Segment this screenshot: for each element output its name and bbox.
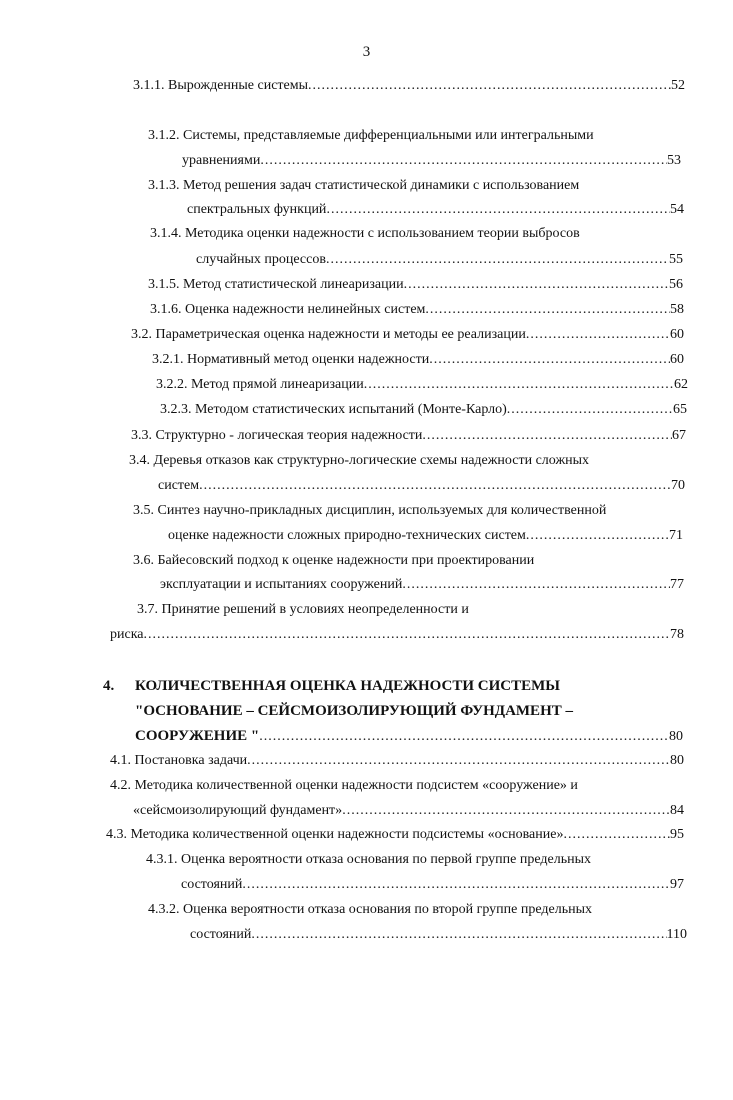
toc-entry-3-2 bbox=[131, 326, 684, 344]
leader-dots bbox=[242, 876, 670, 894]
toc-entry-title: 3.1.5. Метод статистической линеаризации bbox=[148, 277, 404, 292]
toc-entry-3-1-2 bbox=[182, 152, 681, 170]
toc-entry-title: 3.1.1. Вырожденные системы bbox=[133, 78, 309, 93]
leader-dots bbox=[326, 201, 670, 219]
toc-entry-3-5-line1: 3.5. Синтез научно-прикладных дисциплин, используемых для количественной bbox=[133, 503, 607, 518]
leader-dots bbox=[507, 401, 673, 419]
toc-entry-title: 4.3. Методика количественной оценки надежности подсистемы «основание» bbox=[106, 827, 564, 842]
toc-entry-3-2-1 bbox=[152, 351, 684, 369]
toc-entry-3-1-3 bbox=[187, 201, 684, 219]
leader-dots bbox=[429, 351, 670, 369]
toc-entry-4-3-1 bbox=[181, 876, 684, 894]
leader-dots bbox=[422, 427, 672, 445]
toc-entry-page: 71 bbox=[669, 528, 683, 543]
toc-entry-title: 3.2. Параметрическая оценка надежности и методы ее реализации bbox=[131, 327, 526, 342]
toc-entry-page: 56 bbox=[669, 277, 683, 292]
toc-entry-3-6-line1: 3.6. Байесовский подход к оценке надежности при проектировании bbox=[133, 553, 535, 568]
toc-entry-3-6 bbox=[160, 576, 684, 594]
toc-entry-3-1-6 bbox=[150, 301, 684, 319]
leader-dots bbox=[342, 802, 670, 820]
leader-dots bbox=[425, 301, 670, 319]
toc-entry-page: 84 bbox=[670, 803, 684, 818]
toc-entry-4-3-2-line1: 4.3.2. Оценка вероятности отказа основания по второй группе предельных bbox=[148, 902, 592, 917]
leader-dots bbox=[526, 527, 669, 545]
toc-entry-page: 95 bbox=[670, 827, 684, 842]
chapter-title-line1: КОЛИЧЕСТВЕННАЯ ОЦЕНКА НАДЕЖНОСТИ СИСТЕМЫ bbox=[135, 678, 561, 694]
toc-entry-title: оценке надежности сложных природно-технических систем bbox=[168, 528, 526, 543]
leader-dots bbox=[364, 376, 674, 394]
toc-entry-page: 80 bbox=[670, 753, 684, 768]
toc-entry-title: состояний bbox=[181, 877, 243, 892]
toc-entry-page: 52 bbox=[671, 78, 685, 93]
chapter-title-line2: "ОСНОВАНИЕ – СЕЙСМОИЗОЛИРУЮЩИЙ ФУНДАМЕНТ – bbox=[135, 703, 573, 719]
toc-entry-title: 4.1. Постановка задачи bbox=[110, 753, 248, 768]
toc-entry-3-4 bbox=[158, 477, 685, 495]
toc-entry-page: 65 bbox=[673, 402, 687, 417]
toc-entry-4-1 bbox=[110, 752, 684, 770]
toc-entry-page: 60 bbox=[670, 352, 684, 367]
toc-entry-title: спектральных функций bbox=[187, 202, 327, 217]
toc-entry-3-3 bbox=[131, 427, 686, 445]
toc-entry-3-1-5 bbox=[148, 276, 683, 294]
toc-entry-3-4-line1: 3.4. Деревья отказов как структурно-логические схемы надежности сложных bbox=[129, 453, 590, 468]
toc-entry-4-3 bbox=[106, 826, 684, 844]
toc-entry-page: 110 bbox=[666, 927, 687, 942]
toc-entry-title: 3.3. Структурно - логическая теория надежности bbox=[131, 428, 423, 443]
leader-dots bbox=[563, 826, 670, 844]
toc-entry-title: СООРУЖЕНИЕ " bbox=[135, 728, 260, 744]
leader-dots bbox=[326, 251, 669, 269]
toc-entry-page: 58 bbox=[670, 302, 684, 317]
toc-entry-3-1-4 bbox=[196, 251, 683, 269]
toc-entry-title: 3.2.2. Метод прямой линеаризации bbox=[156, 377, 364, 392]
toc-entry-page: 78 bbox=[670, 627, 684, 642]
leader-dots bbox=[259, 728, 669, 746]
toc-entry-title: 3.2.3. Методом статистических испытаний (Монте-Карло) bbox=[160, 402, 507, 417]
toc-entry-3-1-4-line1: 3.1.4. Методика оценки надежности с использованием теории выбросов bbox=[150, 226, 580, 241]
toc-entry-title: случайных процессов bbox=[196, 252, 326, 267]
toc-entry-page: 53 bbox=[667, 153, 681, 168]
toc-entry-title: уравнениями bbox=[182, 153, 261, 168]
toc-entry-title: риска bbox=[110, 627, 144, 642]
chapter-number: 4. bbox=[103, 678, 115, 694]
toc-entry-3-2-3 bbox=[160, 401, 687, 419]
leader-dots bbox=[402, 576, 670, 594]
toc-entry-title: 3.2.1. Нормативный метод оценки надежности bbox=[152, 352, 430, 367]
leader-dots bbox=[260, 152, 667, 170]
toc-entry-4-2 bbox=[133, 802, 684, 820]
toc-entry-3-5 bbox=[168, 527, 683, 545]
toc-entry-page: 54 bbox=[670, 202, 684, 217]
leader-dots bbox=[199, 477, 671, 495]
toc-entry-page: 97 bbox=[670, 877, 684, 892]
toc-entry-page: 55 bbox=[669, 252, 683, 267]
toc-entry-4-2-line1: 4.2. Методика количественной оценки надежности подсистем «сооружение» и bbox=[110, 778, 578, 793]
toc-entry-title: систем bbox=[158, 478, 200, 493]
toc-entry-3-7 bbox=[110, 626, 684, 644]
toc-entry-page: 62 bbox=[674, 377, 688, 392]
toc-entry-title: «сейсмоизолирующий фундамент» bbox=[133, 803, 343, 818]
toc-entry-title: 3.1.6. Оценка надежности нелинейных систем bbox=[150, 302, 426, 317]
toc-entry-3-2-2 bbox=[156, 376, 688, 394]
toc-entry-3-1-2-line1: 3.1.2. Системы, представляемые дифференциальными или интегральными bbox=[148, 128, 594, 143]
toc-entry-page: 70 bbox=[671, 478, 685, 493]
toc-entry-4-3-2 bbox=[190, 926, 687, 944]
page-number: 3 bbox=[362, 44, 371, 60]
toc-entry-3-1-3-line1: 3.1.3. Метод решения задач статистической динамики с использованием bbox=[148, 178, 580, 193]
toc-entry-page: 77 bbox=[670, 577, 684, 592]
leader-dots bbox=[308, 77, 671, 95]
toc-entry-page: 60 bbox=[670, 327, 684, 342]
toc-entry-page: 80 bbox=[669, 729, 683, 744]
leader-dots bbox=[251, 926, 666, 944]
toc-entry-3-7-line1: 3.7. Принятие решений в условиях неопределенности и bbox=[137, 602, 469, 617]
toc-entry-page: 67 bbox=[672, 428, 686, 443]
toc-entry-title: эксплуатации и испытаниях сооружений bbox=[160, 577, 403, 592]
leader-dots bbox=[247, 752, 670, 770]
toc-entry-4-3-1-line1: 4.3.1. Оценка вероятности отказа основания по первой группе предельных bbox=[146, 852, 591, 867]
leader-dots bbox=[144, 626, 670, 644]
toc-entry-3-1-1 bbox=[133, 77, 685, 95]
leader-dots bbox=[526, 326, 670, 344]
toc-entry-chapter-4 bbox=[135, 727, 683, 746]
toc-entry-title: состояний bbox=[190, 927, 252, 942]
leader-dots bbox=[404, 276, 669, 294]
